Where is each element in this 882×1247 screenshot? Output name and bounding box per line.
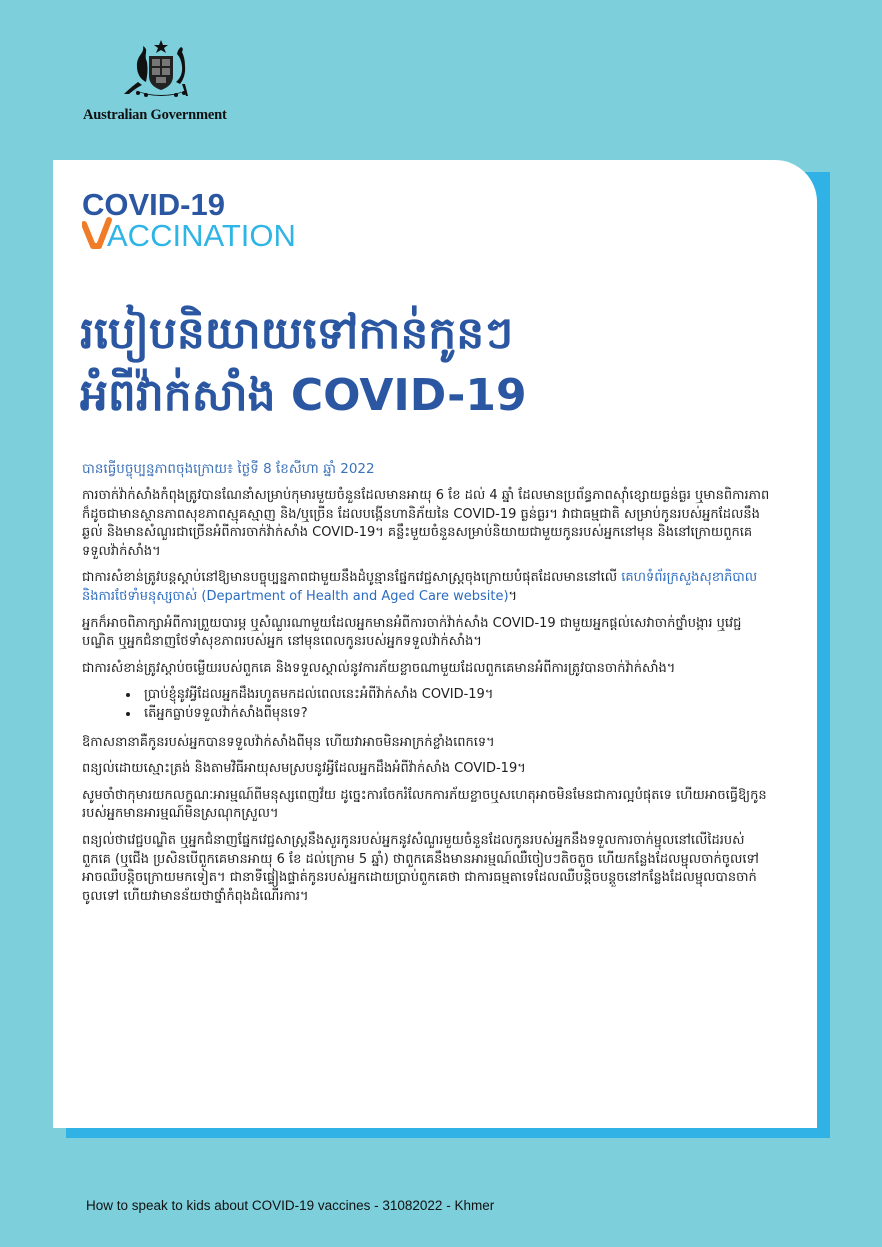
logo-covid-text: COVID-19 <box>82 188 225 222</box>
paragraph-6: ពន្យល់ដោយស្មោះត្រង់ និងតាមវិធីអាយុសមស្របនូវអ្វីដែលអ្នកដឹងអំពីវ៉ាក់សាំង COVID-19។ <box>82 761 526 777</box>
list-item: • តើអ្នកធ្លាប់ទទួលវ៉ាក់សាំងពីមុនទេ? <box>140 705 772 724</box>
commonwealth-coat-of-arms-icon <box>116 38 206 100</box>
paragraph-4: ជាការសំខាន់ត្រូវស្ដាប់ចម្លើយរបស់ពួកគេ និងទទួលស្គាល់នូវការភ័យខ្លាចណាមួយដែលពួកគេមានអំពីការត្រូវបានចាក់វ៉ាក់សាំង។ <box>82 660 676 676</box>
list-item: • ប្រាប់ខ្ញុំនូវអ្វីដែលអ្នកដឹងរហូតមកដល់ពេលនេះអំពីវ៉ាក់សាំង COVID-19។ <box>140 686 772 705</box>
paragraph-2 <box>82 569 772 606</box>
paragraph-2-end: ។ <box>508 588 518 604</box>
question-list <box>82 686 772 723</box>
checkmark-icon <box>84 220 109 246</box>
paragraph-1: ការចាក់វ៉ាក់សាំងកំពុងត្រូវបានណែនាំសម្រាប់កុមារមួយចំនួនដែលមានអាយុ 6 ខែ ដល់ 4 ឆ្នាំ ដែលមានប្រព័ន្ធភាពស៊ាំខ្សោយធ្ងន់ធ្ងរ ឬមានពិការភាព ក៏ដូចជាមានស្ថានភាពសុខភាពស្មុគស្មាញ និង/ឬច្រើន ដែលបង្កើនហានិភ័យនៃ COVID-19 ធ្ងន់ធ្ងរ។ វាជាធម្មជាតិ សម្រាប់កូនរបស់អ្នកដែលនឹងឆ្ងល់ និងមានសំណួរជាច្រើនអំពីការចាក់វ៉ាក់សាំង COVID-19។ គន្លឹះមួយចំនួនសម្រាប់និយាយជាមួយកូនរបស់អ្នកនៅមុន និងនៅក្រោយពួកគេទទួលវ៉ាក់សាំង។ <box>82 488 770 559</box>
page-title <box>80 303 780 427</box>
government-header <box>80 38 250 128</box>
covid-vaccination-logo <box>82 188 327 252</box>
paragraph-7: សូមចាំថាកុមារយកលក្ខណៈអារម្មណ៍ពីមនុស្សពេញវ័យ ដូច្នេះការចែករំលែកការភ័យខ្លាចឬសហេតុអាចមិនមែនជាការល្អបំផុតទេ ហើយអាចធ្វើឱ្យកូនរបស់អ្នកមានអារម្មណ៍មិនស្រណុកស្រួល។ <box>82 787 767 822</box>
paragraph-2-text: ជាការសំខាន់ត្រូវបន្តស្ដាប់នៅឱ្យមានបច្ចុប្បន្នភាពជាមួយនឹងដំបូន្មានផ្នែកវេជ្ជសាស្ត្រចុងក្រោយបំផុតដែលមាននៅលើ <box>82 570 622 586</box>
paragraph-3: អ្នកក៏អាចពិភាក្សាអំពីការព្រួយបារម្ភ ឬសំណួរណាមួយដែលអ្នកមានអំពីការចាក់វ៉ាក់សាំង COVID-19 ជាមួយអ្នកផ្ដល់សេវាចាក់ថ្នាំបង្ការ ឬវេជ្ជបណ្ឌិត ឬអ្នកជំនាញថែទាំសុខភាពរបស់អ្នក នៅមុនពេលកូនរបស់អ្នកទទួលវ៉ាក់សាំង។ <box>82 615 742 650</box>
government-name: Australian Government <box>83 107 227 123</box>
paragraph-8: ពន្យល់ថាវេជ្ជបណ្ឌិត ឬអ្នកជំនាញផ្នែកវេជ្ជសាស្ត្រនឹងសួរកូនរបស់អ្នកនូវសំណួរមួយចំនួនដែលកូនរបស់អ្នកនឹងទទួលការចាក់ម្ជុលនៅលើដៃរបស់ពួកគេ (ឬជើង ប្រសិនបើពួកគេមានអាយុ 6 ខែ ដល់ក្រោម 5 ឆ្នាំ) ថាពួកគេនឹងមានអារម្មណ៍ឈឺចៀបៗតិចតួច ហើយកន្លែងដែលម្ជុលចាក់ចូលទៅអាចឈឺបន្តិចក្រោយមកទៀត។ ជានាទីផ្ទៀងផ្ទាត់កូនរបស់អ្នកដោយប្រាប់ពួកគេថា ជាការធម្មតាទេដែលឈឺបន្តិចបន្តួចនៅកន្លែងដែលម្ជុលបានចាក់ចូលទៅ ហើយវាមានន័យថាថ្នាំកំពុងដំណើរការ។ <box>82 832 759 904</box>
logo-vaccination-text: ACCINATION <box>107 218 296 252</box>
last-updated: បានធ្វើបច្ចុប្បន្នភាពចុងក្រោយ៖ ថ្ងៃទី 8 ខែសីហា ឆ្នាំ 2022 <box>82 461 375 477</box>
paragraph-5: ឱកាសនានាគឺកូនរបស់អ្នកបានទទួលវ៉ាក់សាំងពីមុន ហើយវាអាចមិនអាក្រក់ខ្លាំងពេកទេ។ <box>82 734 495 750</box>
title-line-1: របៀបនិយាយទៅកាន់កូនៗ <box>80 308 514 359</box>
document-body <box>82 487 772 914</box>
title-line-2: អំពីវ៉ាក់សាំង COVID-19 <box>80 370 527 421</box>
health-department-link[interactable]: គេហទំព័រក្រសួងសុខាភិបាល និងការថែទាំមនុស្សចាស់ (Department of Health and Aged Care website) <box>82 570 758 604</box>
footer-text: How to speak to kids about COVID-19 vaccines - 31082022 - Khmer <box>86 1198 495 1213</box>
